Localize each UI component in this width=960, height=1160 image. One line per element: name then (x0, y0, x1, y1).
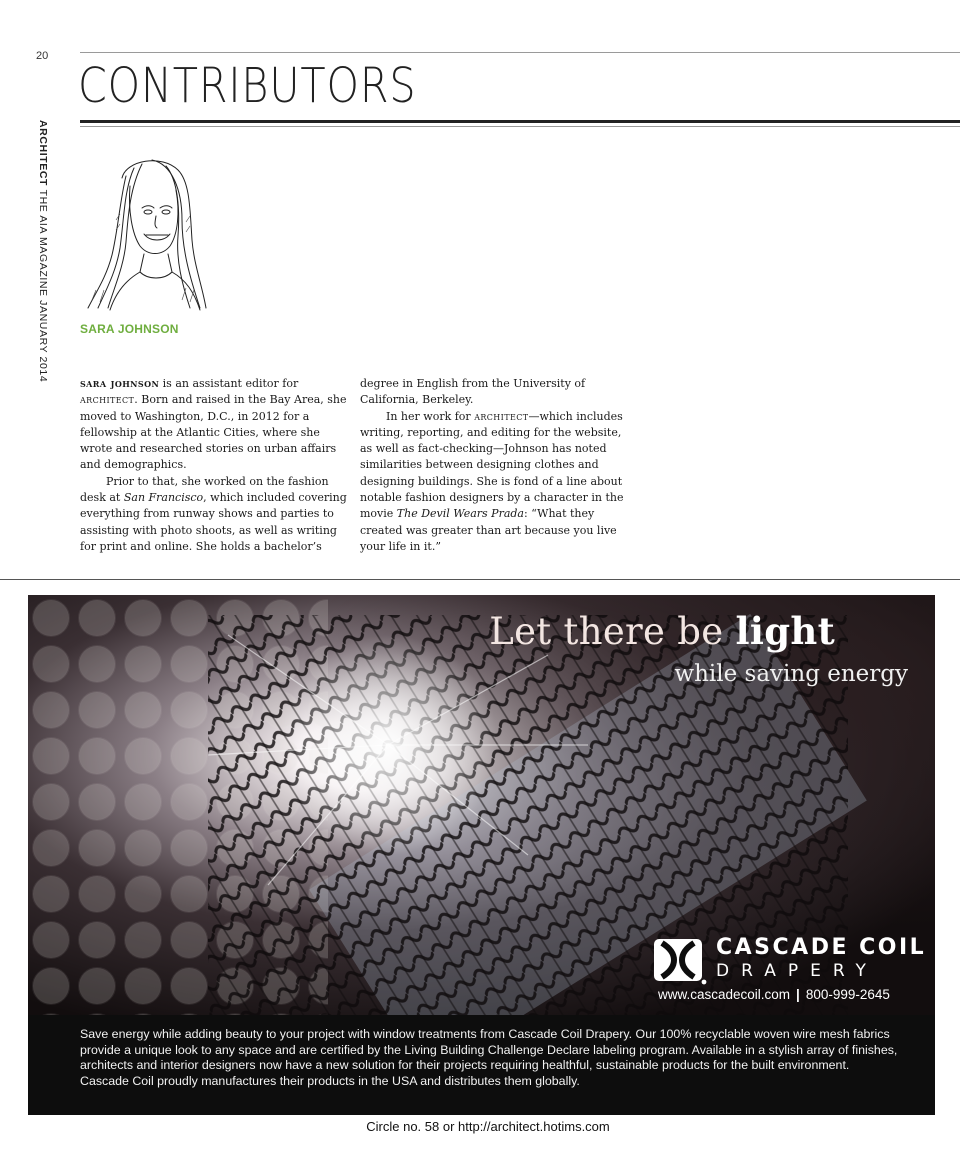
running-head-issue: JANUARY 2014 (37, 300, 49, 383)
bio-paragraph-3 (360, 409, 630, 556)
cascade-coil-logo-icon (652, 935, 708, 985)
bio-publication: San Francisco (123, 491, 204, 505)
portrait-sketch-icon (82, 150, 210, 312)
ad-headline (489, 609, 835, 653)
page-number: 20 (36, 50, 49, 62)
brand-website-link[interactable]: www.cascadecoil.com (658, 987, 791, 1002)
bio-text: . Born and raised in the Bay Area, she moved to Washington, D.C., in 2012 for a fellowship at the Atlantic Cities, where she wrote and researched stories on urban affairs and demographics. (80, 393, 347, 472)
bio-text: In her work for (386, 409, 475, 423)
ad-headline-text: Let there be (489, 610, 736, 653)
bio-column-right (360, 376, 630, 555)
title-rule-thin (80, 126, 960, 127)
contributor-name: SARA JOHNSON (80, 322, 179, 336)
bio-paragraph-1 (80, 376, 350, 474)
ad-headline-emphasis: light (735, 609, 835, 653)
bio-text: is an assistant editor for (159, 377, 299, 390)
contact-separator: | (796, 987, 800, 1002)
bio-film: The Devil Wears Prada (396, 507, 524, 521)
bio-text: : “What they created was greater than art because you live your life in it.” (360, 507, 617, 553)
bio-name: sara johnson (80, 377, 160, 390)
bio-paragraph-2-continued: degree in English from the University of California, Berkeley. (360, 377, 586, 407)
bio-text: —which includes writing, reporting, and editing for the website, as well as fact-checking—Johnson has noted similarities between designing clothes and designing buildings. She is fond of a line about notable fashion designers by a character in the movie (360, 409, 624, 521)
title-rule-thick (80, 120, 960, 123)
top-rule (80, 52, 960, 53)
bio-magazine: architect (474, 409, 529, 423)
reader-service-link[interactable]: Circle no. 58 or http://architect.hotims.com (366, 1119, 610, 1134)
bio-column-left (80, 376, 350, 555)
section-title: CONTRIBUTORS (78, 58, 417, 114)
running-head-magazine: THE AIA MAGAZINE (37, 189, 49, 297)
bio-paragraph-2 (80, 474, 350, 555)
brand-name-primary: CASCADE COIL (716, 935, 927, 960)
running-head-brand: ARCHITECT (37, 120, 49, 187)
ad-subhead: while saving energy (674, 661, 908, 687)
advertisement (28, 595, 935, 1115)
running-head (37, 120, 49, 382)
brand-name-secondary: DRAPERY (716, 961, 878, 981)
page-divider (0, 579, 960, 580)
bio-text: , which included covering everything from runway shows and parties to assisting with photo shoots, as well as writing for print and online. She holds a bachelor’s (80, 491, 347, 553)
brand-contact (658, 987, 890, 1002)
bio-magazine: architect (80, 393, 135, 407)
ad-body-text: Save energy while adding beauty to your project with window treatments from Cascade Coil Drapery. Our 100% recyclable woven wire mesh fabrics provide a unique look to any space and are certified by the Living Building Challenge Declare labeling program. Available in a stylish array of finishes, architects and interior designers now have a new solution for their projects requiring healthful, sustainable products for the built environment. Cascade Coil proudly manufactures their products in the USA and distributes them globally. (80, 1027, 898, 1088)
brand-phone: 800-999-2645 (805, 987, 890, 1002)
bio-text: Prior to that, she worked on the fashion desk at (80, 474, 329, 505)
